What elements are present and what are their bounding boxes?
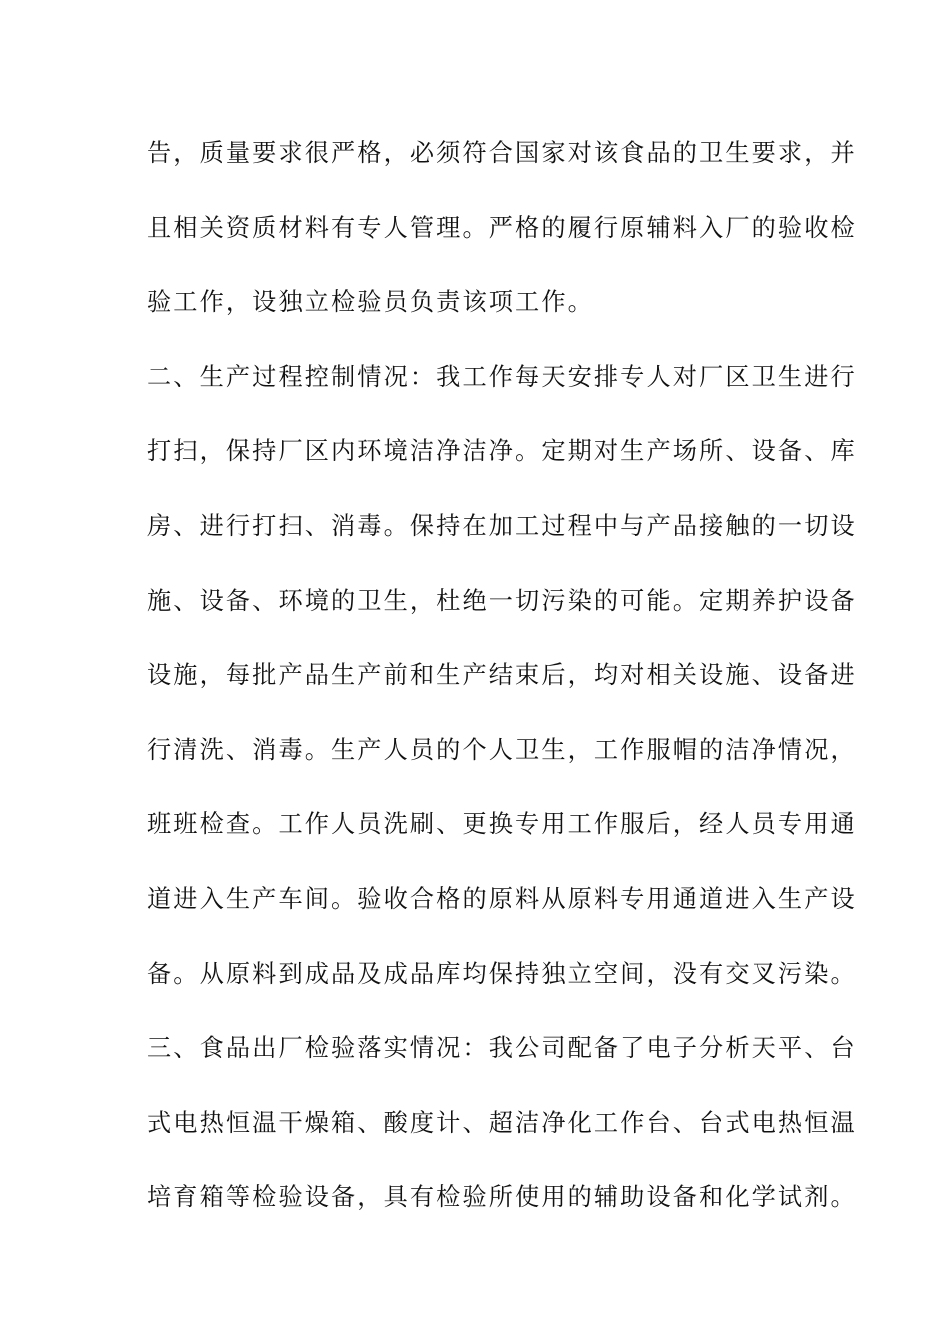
text-line-9: 行清洗、消毒。生产人员的个人卫生，工作服帽的洁净情况，: [147, 735, 857, 764]
text-line-14: 式电热恒温干燥箱、酸度计、超洁净化工作台、台式电热恒温: [147, 1108, 857, 1137]
text-line-5: 打扫，保持厂区内环境洁净洁净。定期对生产场所、设备、库: [147, 437, 857, 466]
text-line-11: 道进入生产车间。验收合格的原料从原料专用通道进入生产设: [147, 884, 857, 913]
body-text: [147, 133, 857, 1252]
text-line-10: 班班检查。工作人员洗刷、更换专用工作服后，经人员专用通: [147, 810, 857, 839]
text-line-7: 施、设备、环境的卫生，杜绝一切污染的可能。定期养护设备: [147, 586, 857, 615]
text-line-15: 培育箱等检验设备，具有检验所使用的辅助设备和化学试剂。: [147, 1183, 857, 1212]
text-line-2: 且相关资质材料有专人管理。严格的履行原辅料入厂的验收检: [147, 213, 857, 242]
text-line-13: 三、食品出厂检验落实情况：我公司配备了电子分析天平、台: [147, 1034, 857, 1063]
text-line-8: 设施，每批产品生产前和生产结束后，均对相关设施、设备进: [147, 661, 857, 690]
text-line-6: 房、进行打扫、消毒。保持在加工过程中与产品接触的一切设: [147, 511, 857, 540]
text-line-12: 备。从原料到成品及成品库均保持独立空间，没有交叉污染。: [147, 959, 857, 988]
text-line-1: 告，质量要求很严格，必须符合国家对该食品的卫生要求，并: [147, 139, 857, 167]
text-line-4: 二、生产过程控制情况：我工作每天安排专人对厂区卫生进行: [147, 362, 857, 391]
text-line-3: 验工作，设独立检验员负责该项工作。: [147, 288, 594, 317]
